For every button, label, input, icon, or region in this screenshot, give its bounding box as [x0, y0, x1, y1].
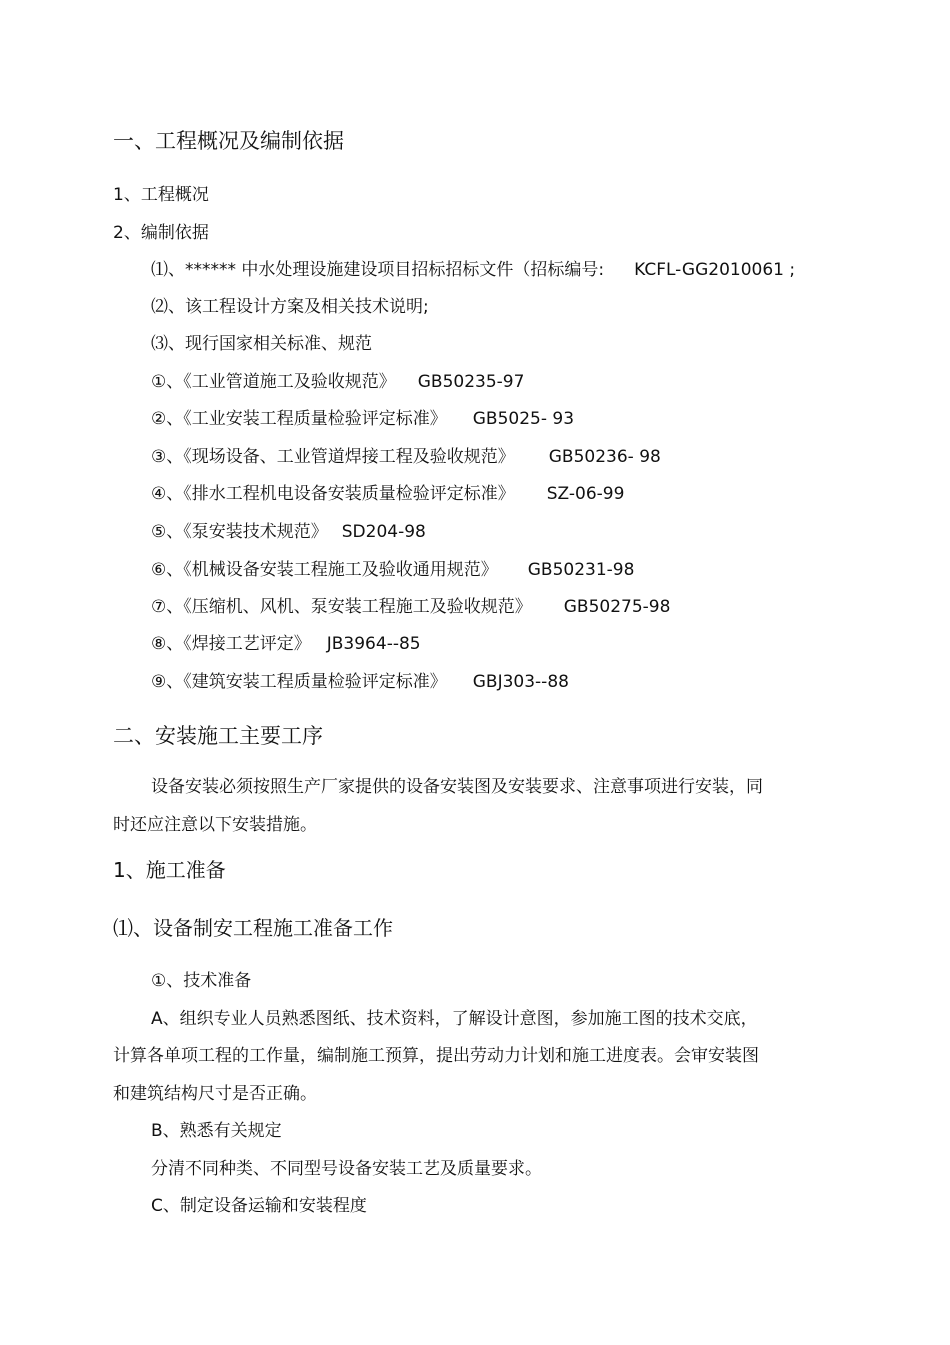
standard-4-name: ④、《排水工程机电设备安装质量检验评定标准》 — [151, 484, 515, 504]
standard-8-name: ⑧、《焊接工艺评定》 — [151, 634, 311, 654]
standard-1-name: ①、《工业管道施工及验收规范》 — [151, 372, 396, 392]
item-c-title: C、制定设备运输和安装程度 — [151, 1196, 367, 1216]
standard-9-name: ⑨、《建筑安装工程质量检验评定标准》 — [151, 672, 447, 692]
subsection-1-title: 1、施工准备 — [113, 858, 226, 882]
basis-1-text: ⑴、****** 中水处理设施建设项目招标招标文件（招标编号: — [151, 260, 605, 280]
basis-1-code: KCFL-GG2010061 ; — [634, 260, 796, 280]
basis-line-3: ⑶、现行国家相关标准、规范 — [151, 334, 372, 354]
item-project-overview: 1、工程概况 — [113, 185, 209, 205]
standard-6-name: ⑥、《机械设备安装工程施工及验收通用规范》 — [151, 560, 498, 580]
standard-7-code: GB50275-98 — [563, 597, 671, 617]
standard-9-code: GBJ303--88 — [472, 672, 569, 692]
section-2-title: 二、安装施工主要工序 — [113, 724, 323, 748]
intro-line-1: 设备安装必须按照生产厂家提供的设备安装图及安装要求、注意事项进行安装，同 — [151, 777, 763, 797]
standard-4 — [151, 486, 624, 503]
standard-2 — [151, 411, 574, 428]
standard-3 — [151, 449, 661, 466]
technical-preparation: ①、技术准备 — [151, 971, 252, 991]
standard-1-code: GB50235-97 — [417, 372, 525, 392]
item-compilation-basis: 2、编制依据 — [113, 223, 209, 243]
standard-8-code: JB3964--85 — [326, 634, 421, 654]
standard-1 — [151, 374, 524, 391]
item-a-line-2: 计算各单项工程的工作量，编制施工预算，提出劳动力计划和施工进度表。会审安装图 — [113, 1046, 759, 1066]
standard-5-code: SD204-98 — [341, 522, 426, 542]
item-b-title: B、熟悉有关规定 — [151, 1121, 282, 1141]
intro-line-2: 时还应注意以下安装措施。 — [113, 815, 317, 835]
standard-5 — [151, 524, 426, 541]
item-b-text: 分清不同种类、不同型号设备安装工艺及质量要求。 — [151, 1159, 542, 1179]
standard-2-code: GB5025- 93 — [472, 409, 575, 429]
standard-5-name: ⑤、《泵安装技术规范》 — [151, 522, 328, 542]
standard-3-code: GB50236- 98 — [548, 447, 661, 467]
standard-6-code: GB50231-98 — [527, 560, 635, 580]
standard-8 — [151, 636, 421, 653]
standard-7 — [151, 599, 670, 616]
standard-4-code: SZ-06-99 — [546, 484, 625, 504]
standard-7-name: ⑦、《压缩机、风机、泵安装工程施工及验收规范》 — [151, 597, 532, 617]
item-a-line-3: 和建筑结构尺寸是否正确。 — [113, 1084, 317, 1104]
standard-3-name: ③、《现场设备、工业管道焊接工程及验收规范》 — [151, 447, 515, 467]
basis-line-1 — [151, 262, 795, 279]
standard-6 — [151, 562, 634, 579]
subsection-1-1-title: ⑴、设备制安工程施工准备工作 — [113, 916, 393, 940]
item-a-line-1: A、组织专业人员熟悉图纸、技术资料，了解设计意图，参加施工图的技术交底， — [151, 1009, 758, 1029]
standard-9 — [151, 674, 569, 691]
section-1-title: 一、工程概况及编制依据 — [113, 129, 344, 153]
basis-line-2: ⑵、该工程设计方案及相关技术说明; — [151, 297, 429, 317]
standard-2-name: ②、《工业安装工程质量检验评定标准》 — [151, 409, 447, 429]
